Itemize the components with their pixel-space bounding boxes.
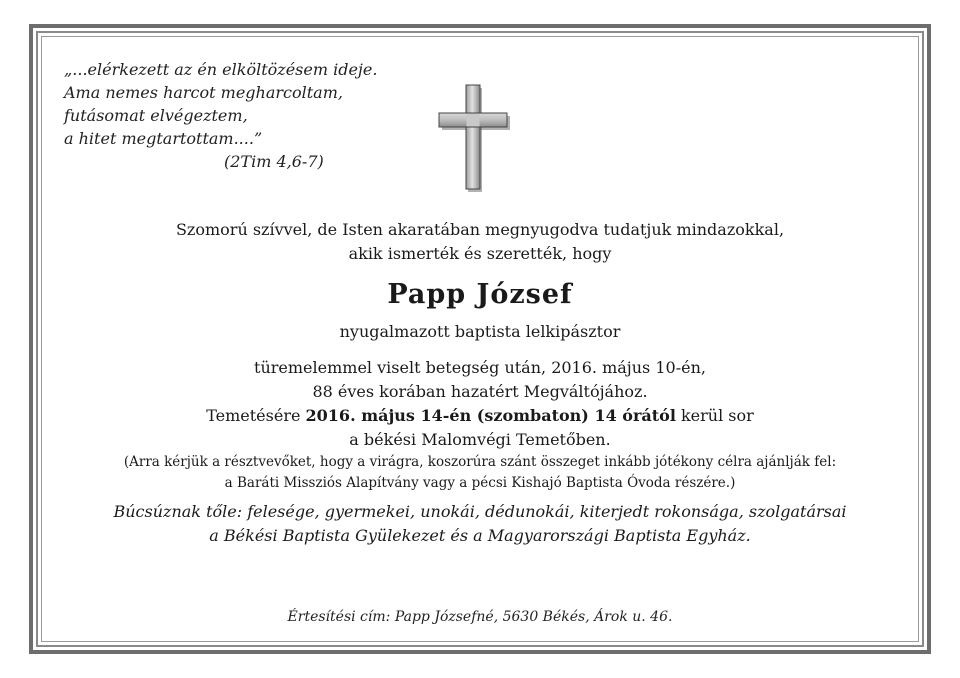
quote-line-3: futásomat elvégeztem, <box>64 106 248 125</box>
announcement-body <box>60 218 900 548</box>
funeral-prefix: Temetésére <box>206 406 306 425</box>
quote-reference: (2Tim 4,6-7) <box>224 152 324 171</box>
deceased-title: nyugalmazott baptista lelkipásztor <box>339 322 621 341</box>
funeral-date: 2016. május 14-én (szombaton) 14 órától <box>305 406 676 425</box>
deceased-name: Papp József <box>387 279 573 310</box>
bible-quote <box>64 58 384 173</box>
death-line-1: türemelemmel viselt betegség után, 2016. május 10-én, <box>254 358 706 377</box>
funeral-time <box>60 404 900 428</box>
request-line-1: (Arra kérjük a résztvevőket, hogy a virágra, koszorúra szánt összeget inkább jótékony célra ajánlják fel: <box>123 454 837 470</box>
mourners-line-1: Búcsúznak tőle: felesége, gyermekei, unokái, dédunokái, kiterjedt rokonsága, szolgatársai <box>113 502 847 521</box>
announcement-line-2: akik ismerték és szerették, hogy <box>348 244 612 263</box>
death-line-2: 88 éves korában hazatért Megváltójához. <box>312 382 648 401</box>
announcement-line-1: Szomorú szívvel, de Isten akaratában megnyugodva tudatjuk mindazokkal, <box>175 220 785 239</box>
funeral-place: a békési Malomvégi Temetőben. <box>349 430 611 449</box>
quote-line-4: a hitet megtartottam....” <box>64 129 263 148</box>
quote-line-2: Ama nemes harcot megharcoltam, <box>64 83 343 102</box>
request-line-2: a Baráti Missziós Alapítvány vagy a pécsi Kishajó Baptista Óvoda részére.) <box>224 475 736 491</box>
notification-address: Értesítési cím: Papp Józsefné, 5630 Békés, Árok u. 46. <box>287 609 673 625</box>
funeral-suffix: kerül sor <box>675 406 754 425</box>
cross-icon <box>438 84 510 192</box>
quote-line-1: „...elérkezett az én elköltözésem ideje. <box>64 60 378 79</box>
mourners-line-2: a Békési Baptista Gyülekezet és a Magyarországi Baptista Egyház. <box>209 526 751 545</box>
